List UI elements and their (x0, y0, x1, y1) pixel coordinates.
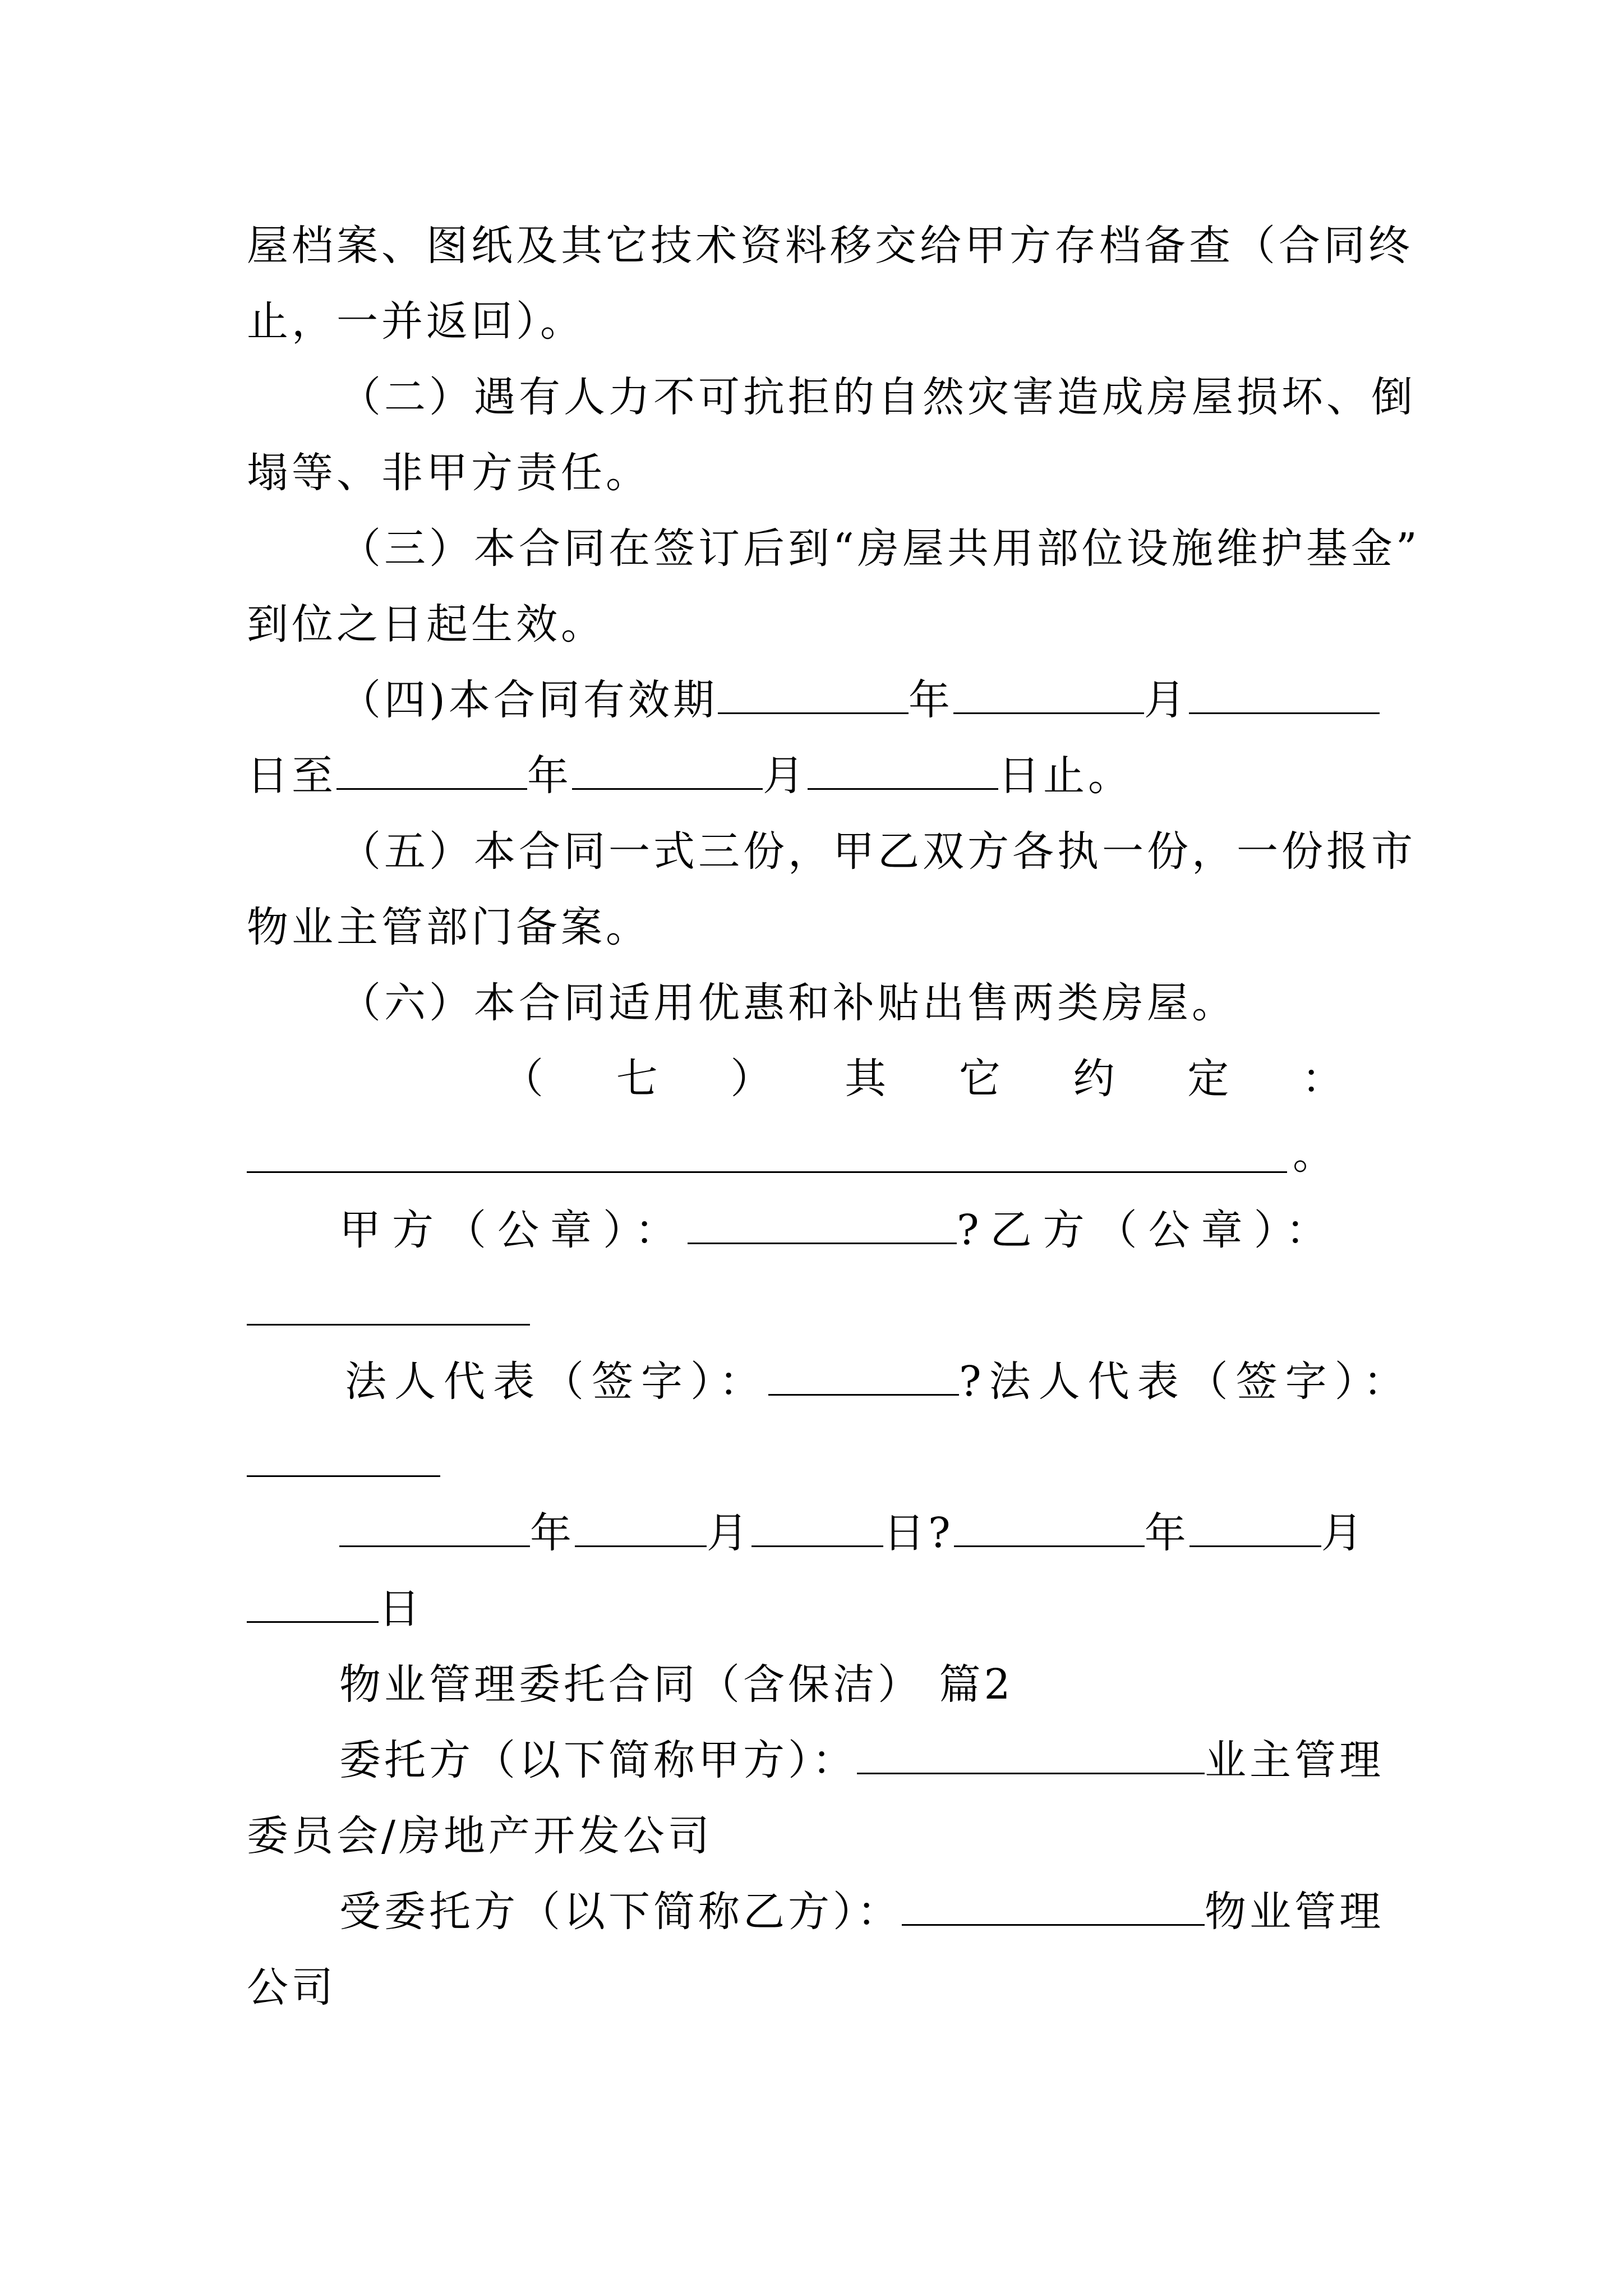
paragraph-line: 日至 年 月 日止。 (247, 748, 1380, 804)
fill-blank[interactable] (339, 1506, 530, 1547)
legal-rep-line: 法人代表（签字）： ?法人代表（签字）： (345, 1354, 1385, 1410)
fill-blank[interactable] (688, 1203, 957, 1244)
paragraph-line: 塌等、非甲方责任。 (247, 449, 651, 497)
party-a-seal-line: 甲方（公章）： ?乙方（公章）： (339, 1202, 1380, 1258)
paragraph-line: 屋档案、图纸及其它技术资料移交给甲方存档备查（合同终 (247, 222, 1413, 270)
paragraph-line: 止，一并返回）。 (247, 297, 585, 346)
fill-blank[interactable] (768, 1355, 959, 1396)
fill-blank[interactable] (954, 1506, 1145, 1547)
clause-4-line: （四)本合同有效期 年 月 (339, 672, 1380, 728)
section-heading: 物业管理委托合同（含保洁） 篇2 (339, 1660, 1014, 1709)
fill-blank[interactable] (336, 749, 527, 790)
fill-blank[interactable] (902, 1885, 1205, 1926)
paragraph-line: 公司 (247, 1963, 336, 2012)
paragraph-line: 委员会/房地产开发公司 (247, 1812, 713, 1860)
fill-blank[interactable] (247, 1475, 440, 1477)
paragraph-line: 到位之日起生效。 (247, 600, 606, 648)
agent-line: 受委托方（以下简称乙方）： 物业管理 (339, 1884, 1380, 1940)
fill-blank[interactable] (808, 749, 998, 790)
fill-blank[interactable] (1189, 673, 1380, 714)
fill-blank[interactable] (247, 1324, 530, 1326)
clause-2-line: （二）遇有人力不可抗拒的自然灾害造成房屋损坏、倒 (339, 373, 1416, 421)
clause-7-line: （七）其它约定： (502, 1055, 1343, 1103)
clause-6-line: （六）本合同适用优惠和补贴出售两类房屋。 (339, 979, 1237, 1027)
principal-line: 委托方（以下简称甲方）： 业主管理 (339, 1732, 1380, 1788)
fill-blank[interactable] (575, 1506, 707, 1547)
fill-blank[interactable] (718, 673, 909, 714)
paragraph-line: 。 (1293, 1130, 1338, 1179)
clause-5-line: （五）本合同一式三份，甲乙双方各执一份，一份报市 (339, 827, 1416, 876)
fill-blank[interactable] (953, 673, 1144, 714)
clause-3-line: （三）本合同在签订后到“房屋共用部位设施维护基金” (339, 524, 1421, 573)
fill-blank[interactable] (1189, 1506, 1321, 1547)
paragraph-line: 物业主管部门备案。 (247, 903, 651, 951)
fill-blank[interactable] (572, 749, 763, 790)
fill-blank[interactable] (751, 1506, 883, 1547)
fill-blank[interactable] (857, 1733, 1205, 1774)
date-line: 年 月 日? 年 月 (339, 1505, 1380, 1561)
date-line: 日 (247, 1581, 1380, 1637)
fill-blank[interactable] (247, 1582, 379, 1623)
fill-blank[interactable] (247, 1171, 1287, 1173)
